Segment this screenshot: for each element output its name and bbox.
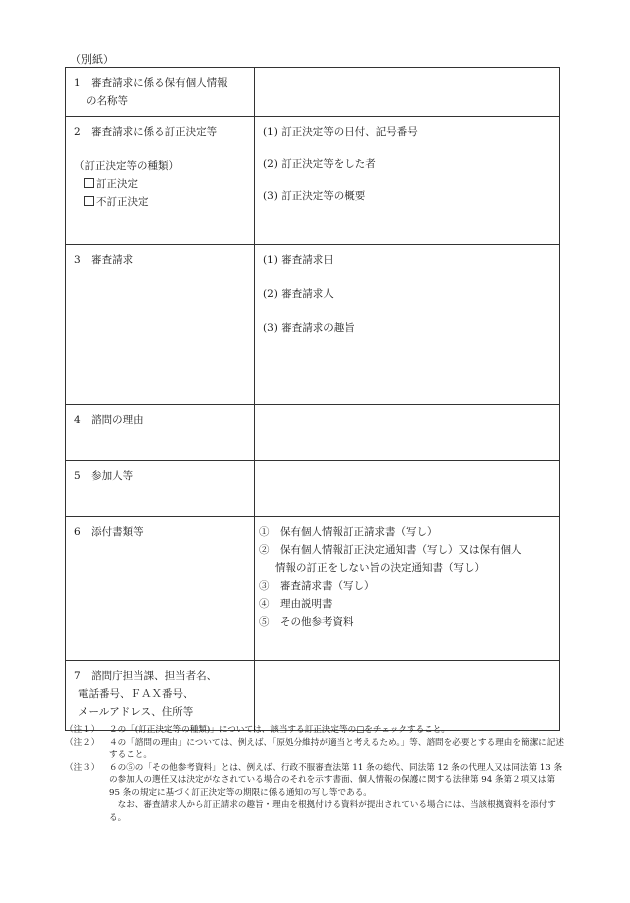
note-label: （注２） — [65, 737, 100, 748]
label-cell — [66, 461, 255, 517]
note-3 — [65, 762, 565, 800]
note-3-supplement: なお、審査請求人から訂正請求の趣旨・理由を根拠付ける資料が提出されている場合には、当該根拠資料を添付する。 — [109, 800, 556, 823]
label-cell — [66, 245, 255, 405]
note-label: （注３） — [65, 762, 100, 773]
attachment-item: ④ 理由説明書 — [259, 598, 333, 610]
option-label: 不訂正決定 — [96, 196, 149, 208]
row-participants — [66, 461, 560, 517]
detail-date-number: (1) 訂正決定等の日付、記号番号 — [263, 126, 418, 138]
label-cell — [66, 405, 255, 461]
attachments-cell — [255, 517, 560, 661]
referral-form-table — [65, 67, 560, 731]
row6-label: 6 添付書類等 — [74, 526, 144, 538]
row1-label-line1: 1 審査請求に係る保有個人情報 — [74, 77, 228, 89]
attachment-item: ① 保有個人情報訂正請求書（写し） — [259, 526, 438, 538]
row1-label-line2: の名称等 — [86, 95, 128, 107]
input-cell-personal-info-name[interactable] — [255, 68, 560, 117]
detail-request-date: (1) 審査請求日 — [263, 254, 334, 266]
label-cell — [66, 517, 255, 661]
row4-label: 4 諮問の理由 — [74, 414, 144, 426]
attachment-item: ② 保有個人情報訂正決定通知書（写し）又は保有個人 — [259, 544, 522, 556]
row5-label: 5 参加人等 — [74, 470, 134, 482]
row-personal-info-name — [66, 68, 560, 117]
row2-label: 2 審査請求に係る訂正決定等 — [74, 126, 218, 138]
detail-request-purpose: (3) 審査請求の趣旨 — [263, 322, 355, 334]
label-cell — [66, 117, 255, 245]
row-contact-info — [66, 661, 560, 731]
row-review-request — [66, 245, 560, 405]
row-correction-decision — [66, 117, 560, 245]
detail-decision-summary: (3) 訂正決定等の概要 — [263, 190, 366, 202]
annex-label: （別紙） — [70, 53, 114, 66]
option-correction-decision[interactable] — [74, 175, 246, 193]
input-cell-review-request[interactable] — [255, 245, 560, 405]
input-cell-participants[interactable] — [255, 461, 560, 517]
label-cell — [66, 661, 255, 731]
option-non-correction-decision[interactable] — [74, 193, 246, 211]
decision-type-heading: （訂正決定等の種類） — [74, 160, 179, 172]
label-cell — [66, 68, 255, 117]
row3-label: 3 審査請求 — [74, 254, 134, 266]
note-label: （注１） — [65, 725, 100, 735]
row7-label-line1: 7 諮問庁担当課、担当者名、 — [74, 670, 218, 682]
input-cell-correction-decision[interactable] — [255, 117, 560, 245]
detail-decision-maker: (2) 訂正決定等をした者 — [263, 158, 376, 170]
note-text: ４の「諮問の理由」については、例えば、「原処分維持が適当と考えるため。」等、諮問を必要とする理由を簡潔に記述すること。 — [109, 737, 564, 760]
input-cell-inquiry-reason[interactable] — [255, 405, 560, 461]
row7-label-line2: 電話番号、ＦＡＸ番号、 — [78, 688, 194, 700]
detail-requester: (2) 審査請求人 — [263, 288, 334, 300]
attachment-item: ③ 審査請求書（写し） — [259, 580, 375, 592]
attachment-item: ⑤ その他参考資料 — [259, 616, 354, 628]
notes-section — [65, 724, 565, 824]
row-inquiry-reason — [66, 405, 560, 461]
option-label: 訂正決定 — [96, 178, 138, 190]
checkbox-icon[interactable] — [84, 196, 94, 206]
note-2 — [65, 737, 565, 762]
row7-label-line3: メールアドレス、住所等 — [78, 706, 194, 718]
row-attachments — [66, 517, 560, 661]
note-1 — [65, 724, 565, 737]
attachment-item-continuation: 情報の訂正をしない旨の決定通知書（写し） — [275, 562, 485, 574]
checkbox-icon[interactable] — [84, 178, 94, 188]
input-cell-contact-info[interactable] — [255, 661, 560, 731]
note-text: ２の「(訂正決定等の種類)」については、該当する訂正決定等の□をチェックすること。 — [109, 725, 450, 735]
note-text: ６の⑤の「その他参考資料」とは、例えば、行政不服審査法第 11 条の総代、同法第 12 条の代理人又は同法第 13 条の参加人の選任又は決定がなされている場合のそれを示す書面、個人情報の保護に関する法律第 94 条第２項又は第 95 条の規定に基づく訂正決定等の期限に係る通知の写し等である。 — [109, 762, 563, 798]
